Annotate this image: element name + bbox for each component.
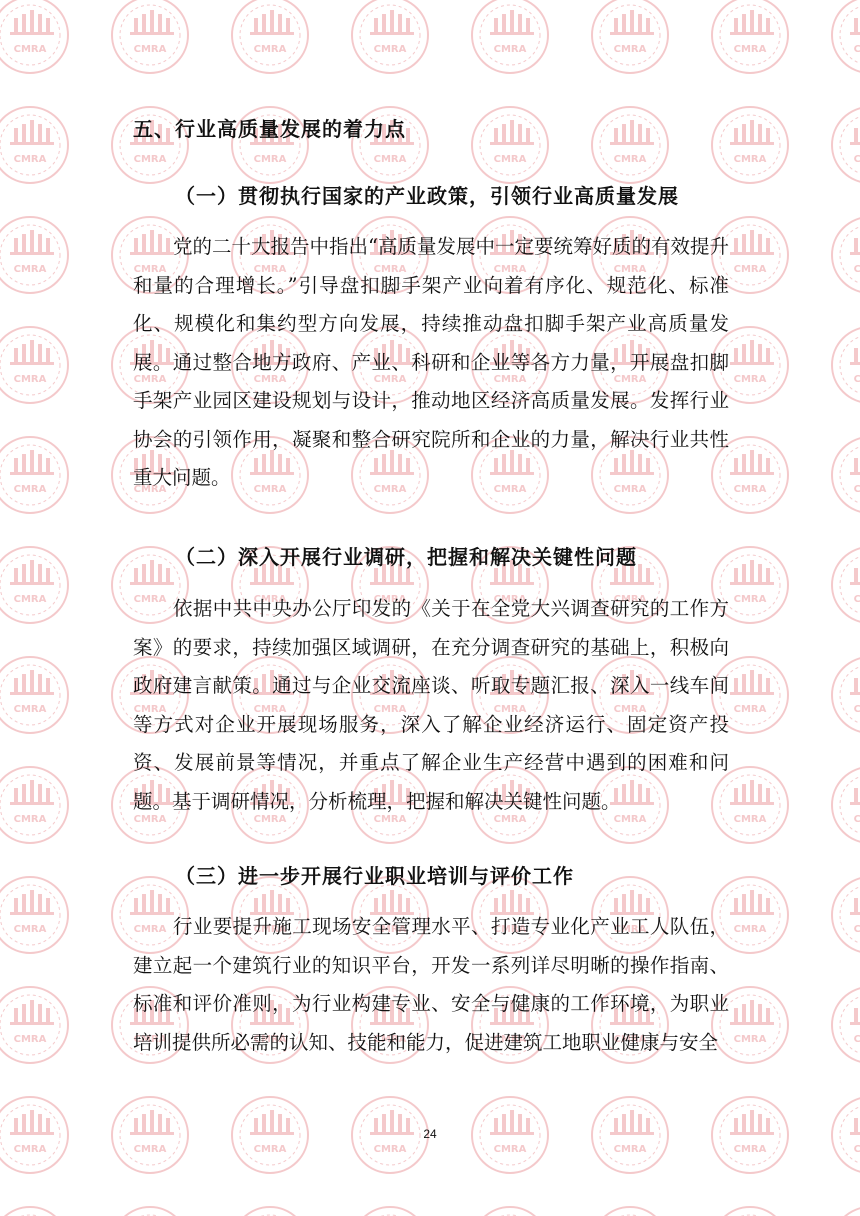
subsection-heading-3: （三）进一步开展行业职业培训与评价工作 — [175, 864, 574, 888]
subsection-heading-2: （二）深入开展行业调研，把握和解决关键性问题 — [175, 545, 637, 569]
section-title: 五、行业高质量发展的着力点 — [133, 117, 406, 141]
subsection-paragraph-1: 党的二十大报告中指出“高质量发展中一定要统筹好质的有效提升和量的合理增长。”引导盘扣脚手架产业向着有序化、规范化、标准化、规模化和集约型方向发展，持续推动盘扣脚手架产业高质量发展。通过整合地方政府、产业、科研和企业等各方力量，开展盘扣脚手架产业园区建设规划与设计，推动地区经济高质量发展。发挥行业协会的引领作用，凝聚和整合研究院所和企业的力量，解决行业共性重大问题。 — [133, 235, 729, 489]
page-number: 24 — [423, 1127, 437, 1141]
subsection-paragraph-3: 行业要提升施工现场安全管理水平、打造专业化产业工人队伍，建立起一个建筑行业的知识平台，开发一系列详尽明晰的操作指南、标准和评价准则，为行业构建专业、安全与健康的工作环境，为职业培训提供所必需的认知、技能和能力，促进建筑工地职业健康与安全 — [133, 915, 729, 1054]
subsection-paragraph-2: 依据中共中央办公厅印发的《关于在全党大兴调查研究的工作方案》的要求，持续加强区域调研，在充分调查研究的基础上，积极向政府建言献策。通过与企业交流座谈、听取专题汇报、深入一线车间等方式对企业开展现场服务，深入了解企业经济运行、固定资产投资、发展前景等情况，并重点了解企业生产经营中遇到的困难和问题。基于调研情况，分析梳理，把握和解决关键性问题。 — [133, 597, 729, 813]
subsection-heading-1: （一）贯彻执行国家的产业政策，引领行业高质量发展 — [175, 184, 679, 208]
